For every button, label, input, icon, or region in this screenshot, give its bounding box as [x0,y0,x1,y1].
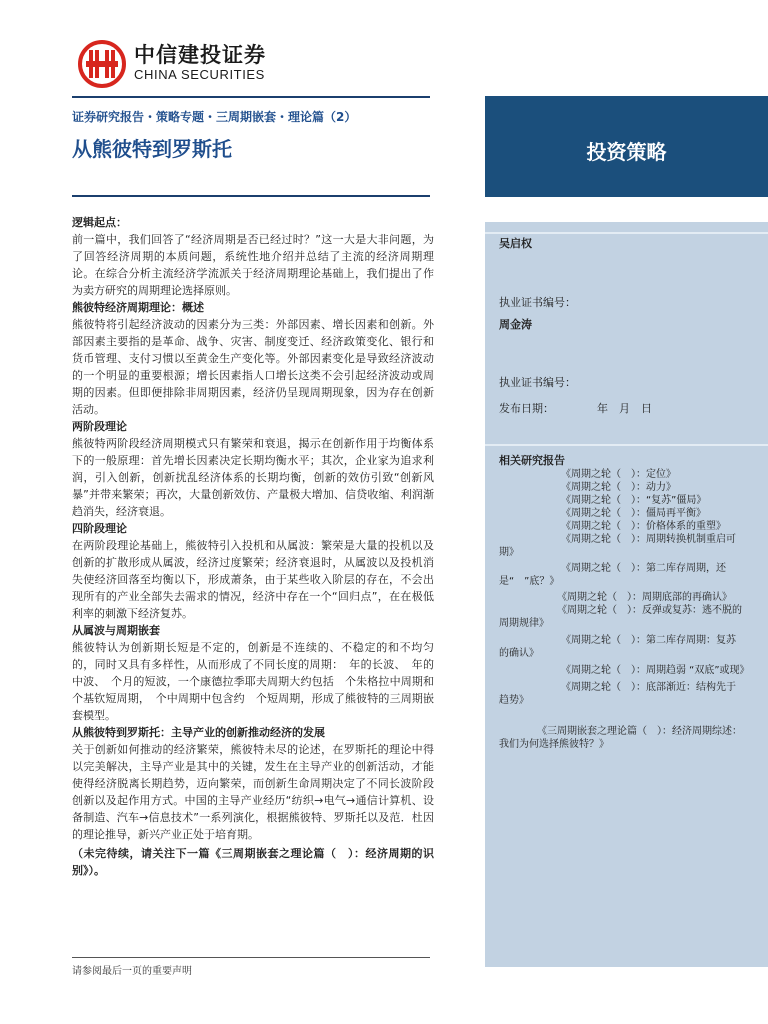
related-report-item[interactable]: 《周期之轮（ ）：周期底部的再确认》 [557,592,732,603]
section-paragraph: 在两阶段理论基础上，熊彼特引入投机和从属波：繁荣是大量的投机以及创新的扩散形成从属波，经济过度繁荣；经济衰退时，从属波以及投机消失使经济回落至均衡以下，形成萧条，由于某些收入阶层的存在，不会出现所有的产业全部失去需求的情况，经济中存在一个“回归点”，在在极低利率的刺激下经济复苏。 [72,539,434,620]
section-paragraph: 前一篇中，我们回答了“经济周期是否已经过时？”这一大是大非问题，为了回答经济周期的本质问题，系统性地介绍并总结了主流的经济周期理论。在综合分析主流经济学流派关于经济周期理论基础上，我们提出了作为卖方研究的周期理论选择原则。 [72,233,434,297]
related-report-item[interactable]: 《周期之轮（ ）：第二库存周期，还是“ ”底？》 [499,563,726,587]
category-label: 投资策略 [586,140,667,164]
section-paragraph: 熊彼特认为创新期长短是不定的，创新是不连续的、不稳定的和不均匀的，同时又具有多样性，从而形成了不同长度的周期： 年的长波、 年的中波、 个月的短波，一个康德拉季耶夫周期大约包括 个朱格拉中周期和 个基钦短周期， 个中周期中包含约 个短周期，形成了熊彼特的三周期嵌套模型。 [72,641,445,722]
related-report-item[interactable]: 《周期之轮（ ）：动力》 [561,482,676,493]
brand-name-en: CHINA SECURITIES [134,67,265,82]
section-heading: 从属波与周期嵌套 [72,624,160,637]
sidebar-divider [485,444,768,446]
china-securities-logo-icon [78,40,126,88]
report-title: 从熊彼特到罗斯托 [72,137,232,161]
related-report-item[interactable]: 《周期之轮（ ）：价格体系的重塑》 [561,521,726,532]
footer-rule [72,957,430,958]
section-paragraph: 关于创新如何推动的经济繁荣，熊彼特未尽的论述，在罗斯托的理论中得以完美解决，主导产业是其中的关键，发生在主导产业的创新活动，才能使得经济脱离长期趋势，迈向繁荣，而创新生命周期决定了不同长波阶段创新以及起作用方式。中国的主导产业经历“纺织→电气→通信计算机、设备制造、汽车→信息技术”一系列演化，根据熊彼特、罗斯托以及范．杜因的理论推导，新兴产业正处于培育期。 [72,743,434,841]
section-heading: 逻辑起点： [72,216,127,229]
section-heading: 两阶段理论 [72,420,127,433]
section-heading: 熊彼特经济周期理论：概述 [72,301,204,314]
related-reports-title: 相关研究报告 [499,454,565,467]
related-report-item[interactable]: 《周期之轮（ ）：反弹或复苏：逃不脱的周期规律》 [499,605,742,629]
related-report-item[interactable]: 《周期之轮（ ）：定位》 [561,469,676,480]
header-rule-bottom [72,195,430,197]
related-report-item[interactable]: 《三周期嵌套之理论篇（ ）：经济周期综述：我们为何选择熊彼特？》 [499,726,742,750]
header-rule-top [72,96,430,98]
section-heading: 四阶段理论 [72,522,127,535]
section-heading: 从熊彼特到罗斯托：主导产业的创新推动经济的发展 [72,726,325,739]
related-reports-list [499,468,750,751]
analyst-name-1: 吴启权 [499,237,532,250]
related-report-item[interactable]: 《周期之轮（ ）：周期趋弱 “双底”或现》 [561,665,750,676]
section-paragraph: 熊彼特将引起经济波动的因素分为三类：外部因素、增长因素和创新。外部因素主要指的是革命、战争、灾害、制度变迁、经济政策变化、银行和货币管理、支付习惯以至黄金生产变化等。外部因素变化是导致经济波动的一个明显的重要根源；增长因素指人口增长这类不会引起经济波动或周期的因素。但即便排除非周期因素，经济仍呈现周期现象，因为存在创新活动。 [72,318,434,416]
related-report-item[interactable]: 《周期之轮（ ）：僵局再平衡》 [561,508,706,519]
analyst-cert-1: 执业证书编号： [499,296,576,309]
sidebar-divider [485,232,768,234]
to-be-continued-note: （未完待续，请关注下一篇《三周期嵌套之理论篇（ ）：经济周期的识别》）。 [72,847,434,877]
analyst-name-2: 周金涛 [499,318,532,331]
category-box [485,96,768,197]
related-report-item[interactable]: 《周期之轮（ ）：“复苏”僵局》 [561,495,707,506]
related-report-item[interactable]: 《周期之轮（ ）：第二库存周期：复苏的确认》 [499,635,736,659]
publish-date-label: 发布日期： [499,402,554,415]
section-paragraph: 熊彼特两阶段经济周期模式只有繁荣和衰退，揭示在创新作用于均衡体系下的一般原理：首先增长因素决定长期均衡水平；其次，企业家为追求利润，引入创新，创新扰乱经济体系的长期均衡，创新的效仿引致“创新风暴”并带来繁荣；再次，大量创新效仿、产量极大增加、信贷收缩、利润渐趋消失，经济衰退。 [72,437,434,518]
sidebar-panel [485,222,768,967]
related-report-item[interactable]: 《周期之轮（ ）：底部渐近：结构先于趋势》 [499,682,736,706]
publish-date-value: 年 月 日 [597,402,652,415]
report-series: 证券研究报告・策略专题・三周期嵌套・理论篇（2） [72,110,357,124]
footer-notice: 请参阅最后一页的重要声明 [72,966,192,977]
analyst-cert-2: 执业证书编号： [499,376,576,389]
brand-name-cn: 中信建投证券 [134,43,266,67]
report-body [72,214,445,879]
related-report-item[interactable]: 《周期之轮（ ）：周期转换机制重启可期》 [499,534,736,558]
